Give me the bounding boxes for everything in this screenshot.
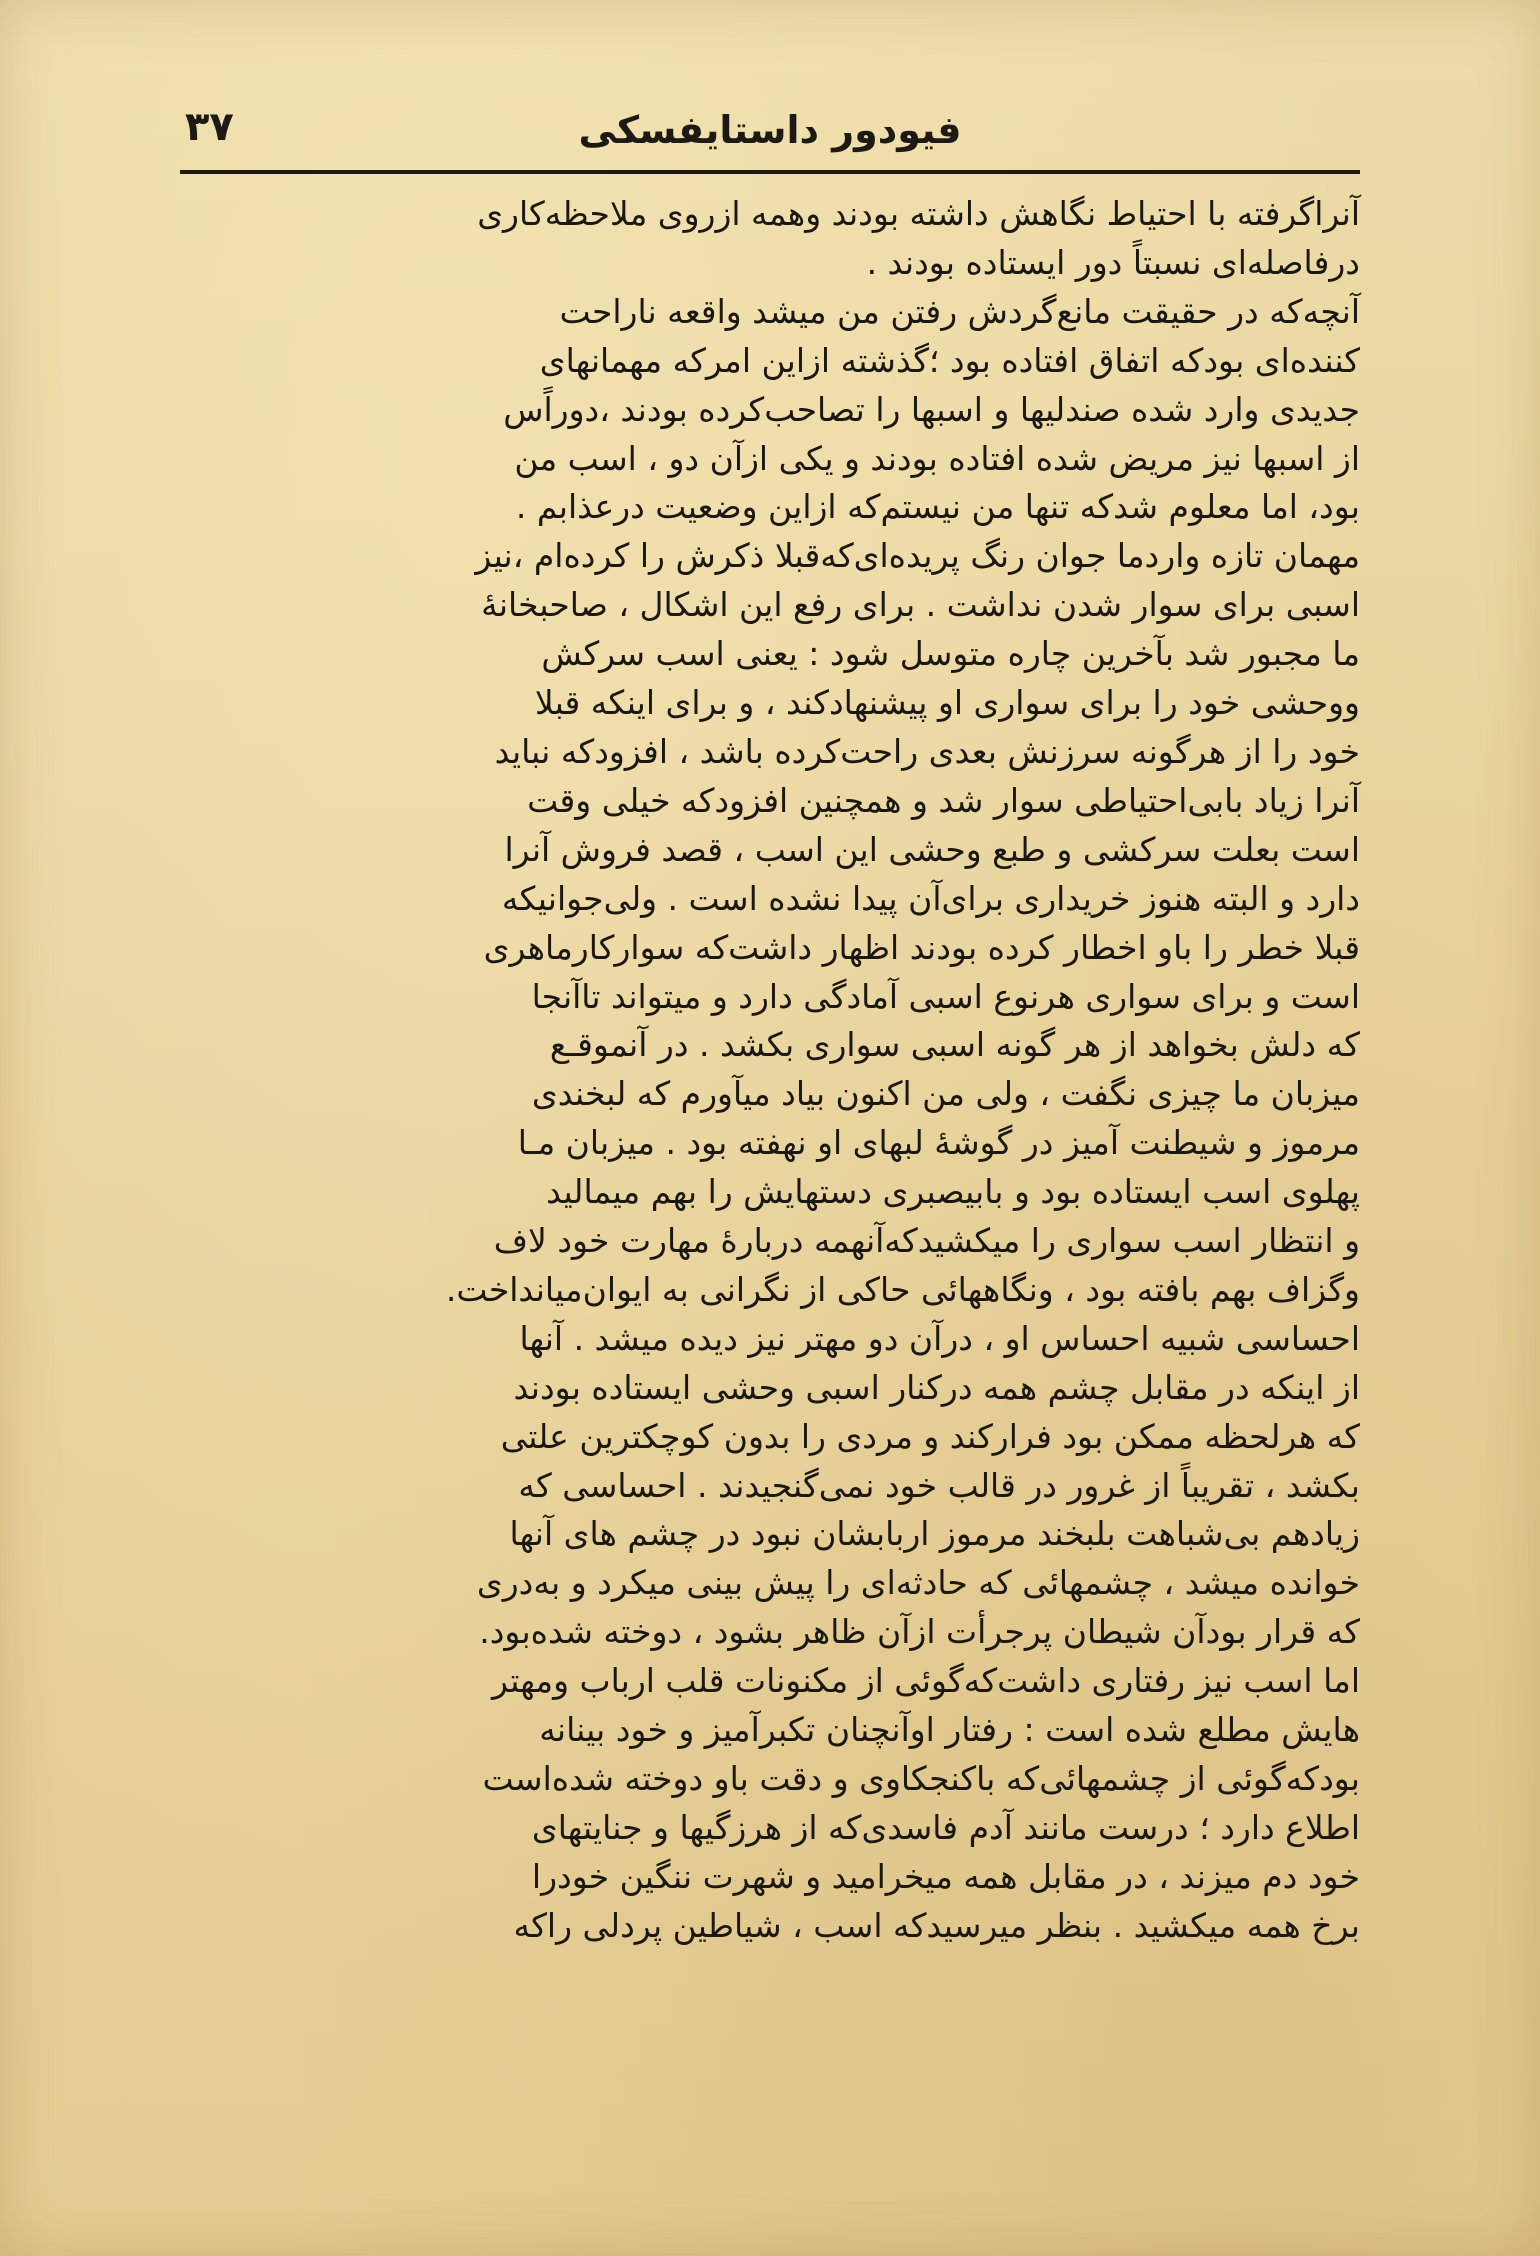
text-line: است بعلت سرکشی و طبع وحشی این اسب ، قصد فروش آنرا (504, 829, 1360, 869)
text-line: کننده‌ای بودکه اتفاق افتاده بود ؛گذشته ازاین امرکه مهمانهای (539, 340, 1360, 380)
text-line: قبلا خطر را باو اخطار کرده بودند اظهار داشت‌که سوارکارماهری (483, 927, 1360, 967)
running-header (185, 100, 1355, 170)
running-title: فیودور داستایفسکی (578, 108, 962, 152)
text-line: وگزاف بهم بافته بود ، ونگاههائی حاکی از نگرانی به ایوان‌میانداخت. (445, 1269, 1360, 1309)
text-line: خود دم میزند ، در مقابل همه میخرامید و شهرت ننگین خودرا (531, 1856, 1360, 1896)
text-line: دارد و البته هنوز خریداری برای‌آن پیدا نشده است . ولی‌جوانیکه (501, 878, 1360, 918)
text-line: میزبان ما چیزی نگفت ، ولی من اکنون بیاد میآورم که لبخندی (531, 1074, 1360, 1114)
text-line: آنرا زیاد بابی‌احتیاطی سوار شد و همچنین افزودکه خیلی وقت (527, 780, 1360, 820)
text-line: آنراگرفته با احتیاط نگاهش داشته بودند وهمه ازروی ملاحظه‌کاری (477, 194, 1360, 233)
text-line: خوانده میشد ، چشمهائی که حادثه‌ای را پیش بینی میکرد و به‌دری (476, 1563, 1360, 1603)
text-line: ما مجبور شد بآخرین چاره متوسل شود : یعنی اسب سرکش (541, 634, 1360, 674)
page-number: ۳۷ (185, 104, 234, 150)
text-line: که قرار بودآن شیطان پرجرأت ازآن ظاهر بشود ، دوخته شده‌بود. (479, 1612, 1360, 1652)
text-line: خود را از هرگونه سرزنش بعدی راحت‌کرده باشد ، افزودکه نباید (494, 731, 1360, 771)
text-line: جدیدی وارد شده صندلیها و اسبها را تصاحب‌کرده بودند ،دوراًس (503, 389, 1360, 429)
text-line: است و برای سواری هرنوع اسبی آمادگی دارد و میتواند تاآنجا (531, 976, 1360, 1016)
text-line: از اینکه در مقابل چشم همه درکنار اسبی وحشی ایستاده بودند (513, 1367, 1360, 1407)
text-line: و انتظار اسب سواری را میکشیدکه‌آنهمه دربارهٔ مهارت خود لاف (493, 1221, 1360, 1261)
text-line: مرموز و شیطنت آمیز در گوشهٔ لبهای او نهفته بود . میزبان مـا (517, 1123, 1360, 1163)
text-line: زیادهم بی‌شباهت بلبخند مرموز اربابشان نبود در چشم های آنها (509, 1514, 1360, 1554)
text-line: بود، اما معلوم شدکه تنها من نیستم‌که ازاین وضعیت درعذابم . (515, 487, 1360, 527)
body-text (180, 190, 1360, 1951)
text-line: احساسی شبیه احساس او ، درآن دو مهتر نیز دیده میشد . آنها (519, 1318, 1360, 1358)
text-line: هایش مطلع شده است : رفتار اوآنچنان تکبرآمیز و خود بینانه (539, 1710, 1360, 1750)
text-line: ووحشی خود را برای سواری او پیشنهادکند ، و برای اینکه قبلا (534, 683, 1360, 723)
text-line: برخ همه میکشید . بنظر میرسیدکه اسب ، شیاطین پردلی راکه (513, 1905, 1360, 1945)
header-rule (180, 170, 1360, 174)
text-line: اما اسب نیز رفتاری داشت‌که‌گوئی از مکنونات قلب ارباب ومهتر (492, 1661, 1360, 1701)
text-line: درفاصله‌ای نسبتاً دور ایستاده بودند . (866, 242, 1360, 282)
text-line: بودکه‌گوئی از چشمهائی‌که باکنجکاوی و دقت باو دوخته شده‌است (482, 1759, 1360, 1798)
text-line: که هرلحظه ممکن بود فرارکند و مردی را بدون کوچکترین علتی (500, 1416, 1360, 1456)
text-line: اطلاع دارد ؛ درست مانند آدم فاسدی‌که از هرزگیها و جنایتهای (531, 1807, 1360, 1847)
text-line: بکشد ، تقریباً از غرور در قالب خود نمی‌گنجیدند . احساسی که (518, 1465, 1360, 1505)
text-line: پهلوی اسب ایستاده بود و بابیصبری دستهایش را بهم میمالید (546, 1172, 1360, 1212)
text-line: آنچه‌که در حقیقت مانع‌گردش رفتن من میشد واقعه ناراحت (559, 291, 1360, 331)
text-line: مهمان تازه واردما جوان رنگ پریده‌ای‌که‌قبلا ذکرش را کرده‌ام ،نیز (475, 536, 1360, 576)
text-line: که دلش بخواهد از هر گونه اسبی سواری بکشد . در آنموقـع (549, 1025, 1360, 1065)
text-line: اسبی برای سوار شدن نداشت . برای رفع این اشکال ، صاحبخانهٔ (481, 585, 1360, 625)
text-line: از اسبها نیز مریض شده افتاده بودند و یکی ازآن دو ، اسب من (514, 438, 1360, 478)
